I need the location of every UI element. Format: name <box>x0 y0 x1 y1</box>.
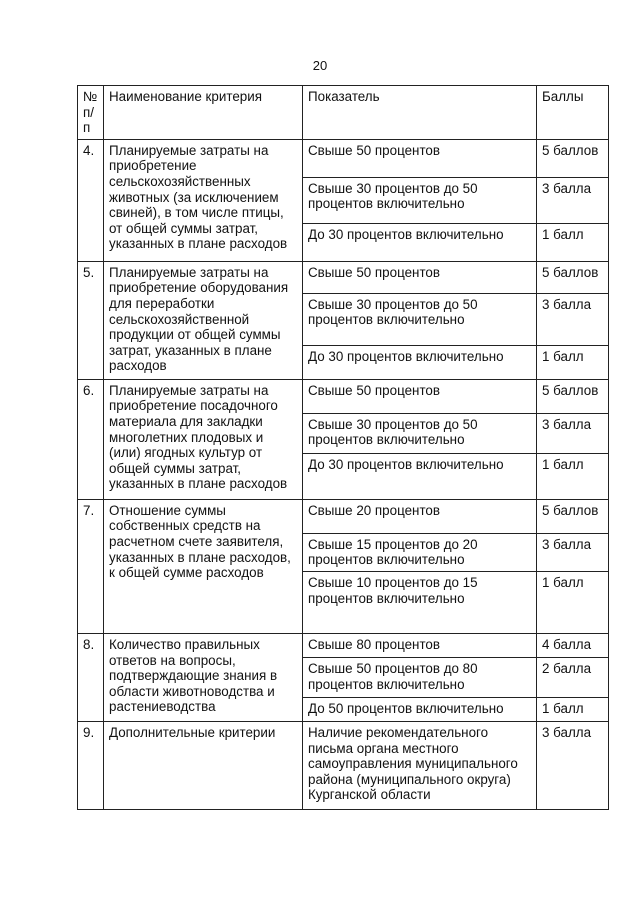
points-cell: 1 балл <box>537 453 609 499</box>
points-cell: 5 баллов <box>537 379 609 413</box>
points-cell: 3 балла <box>537 177 609 223</box>
points-cell: 3 балла <box>537 533 609 571</box>
indicator-cell: Свыше 20 процентов <box>303 499 537 533</box>
criterion-number: 4. <box>78 139 104 261</box>
points-cell: 5 баллов <box>537 499 609 533</box>
indicator-cell: Свыше 50 процентов <box>303 379 537 413</box>
points-cell: 5 баллов <box>537 261 609 293</box>
criterion-number: 8. <box>78 633 104 721</box>
indicator-cell: До 30 процентов включительно <box>303 453 537 499</box>
points-cell: 4 балла <box>537 633 609 657</box>
points-cell: 1 балл <box>537 223 609 261</box>
table-row <box>78 721 609 809</box>
points-cell: 1 балл <box>537 571 609 633</box>
points-cell: 5 баллов <box>537 139 609 177</box>
indicator-cell: Свыше 15 процентов до 20 процентов включительно <box>303 533 537 571</box>
table-row <box>78 139 609 177</box>
table-row <box>78 261 609 293</box>
table-row <box>78 379 609 413</box>
table-row <box>78 499 609 533</box>
header-indicator: Показатель <box>303 86 537 140</box>
criterion-name: Отношение суммы собственных средств на расчетном счете заявителя, указанных в плане расходов, к общей сумме расходов <box>104 499 303 633</box>
criterion-number: 7. <box>78 499 104 633</box>
page-number: 20 <box>312 58 328 73</box>
criterion-number: 9. <box>78 721 104 809</box>
indicator-cell: Свыше 50 процентов <box>303 139 537 177</box>
criterion-name: Планируемые затраты на приобретение сельскохозяйственных животных (за исключением свиней), в том числе птицы, от общей суммы затрат, указанных в плане расходов <box>104 139 303 261</box>
indicator-cell: Наличие рекомендательного письма органа местного самоуправления муниципального района (муниципального округа) Курганской области <box>303 721 537 809</box>
indicator-cell: Свыше 50 процентов до 80 процентов включительно <box>303 657 537 697</box>
indicator-cell: До 30 процентов включительно <box>303 345 537 379</box>
indicator-cell: До 30 процентов включительно <box>303 223 537 261</box>
indicator-cell: Свыше 30 процентов до 50 процентов включительно <box>303 177 537 223</box>
indicator-cell: Свыше 10 процентов до 15 процентов включительно <box>303 571 537 633</box>
points-cell: 3 балла <box>537 293 609 345</box>
criterion-name: Дополнительные критерии <box>104 721 303 809</box>
points-cell: 2 балла <box>537 657 609 697</box>
points-cell: 3 балла <box>537 721 609 809</box>
indicator-cell: Свыше 50 процентов <box>303 261 537 293</box>
indicator-cell: Свыше 30 процентов до 50 процентов включительно <box>303 293 537 345</box>
table-header-row <box>78 86 609 140</box>
criterion-number: 6. <box>78 379 104 499</box>
indicator-cell: До 50 процентов включительно <box>303 697 537 721</box>
points-cell: 1 балл <box>537 697 609 721</box>
points-cell: 1 балл <box>537 345 609 379</box>
header-number: № п/п <box>78 86 104 140</box>
indicator-cell: Свыше 30 процентов до 50 процентов включительно <box>303 413 537 453</box>
criterion-number: 5. <box>78 261 104 379</box>
header-points: Баллы <box>537 86 609 140</box>
points-cell: 3 балла <box>537 413 609 453</box>
table-row <box>78 633 609 657</box>
criteria-table <box>77 85 609 810</box>
indicator-cell: Свыше 80 процентов <box>303 633 537 657</box>
criterion-name: Планируемые затраты на приобретение оборудования для переработки сельскохозяйственной продукции от общей суммы затрат, указанных в плане расходов <box>104 261 303 379</box>
criterion-name: Количество правильных ответов на вопросы, подтверждающие знания в области животноводства и растениеводства <box>104 633 303 721</box>
header-criterion-name: Наименование критерия <box>104 86 303 140</box>
criterion-name: Планируемые затраты на приобретение посадочного материала для закладки многолетних плодовых и (или) ягодных культур от общей суммы затрат, указанных в плане расходов <box>104 379 303 499</box>
